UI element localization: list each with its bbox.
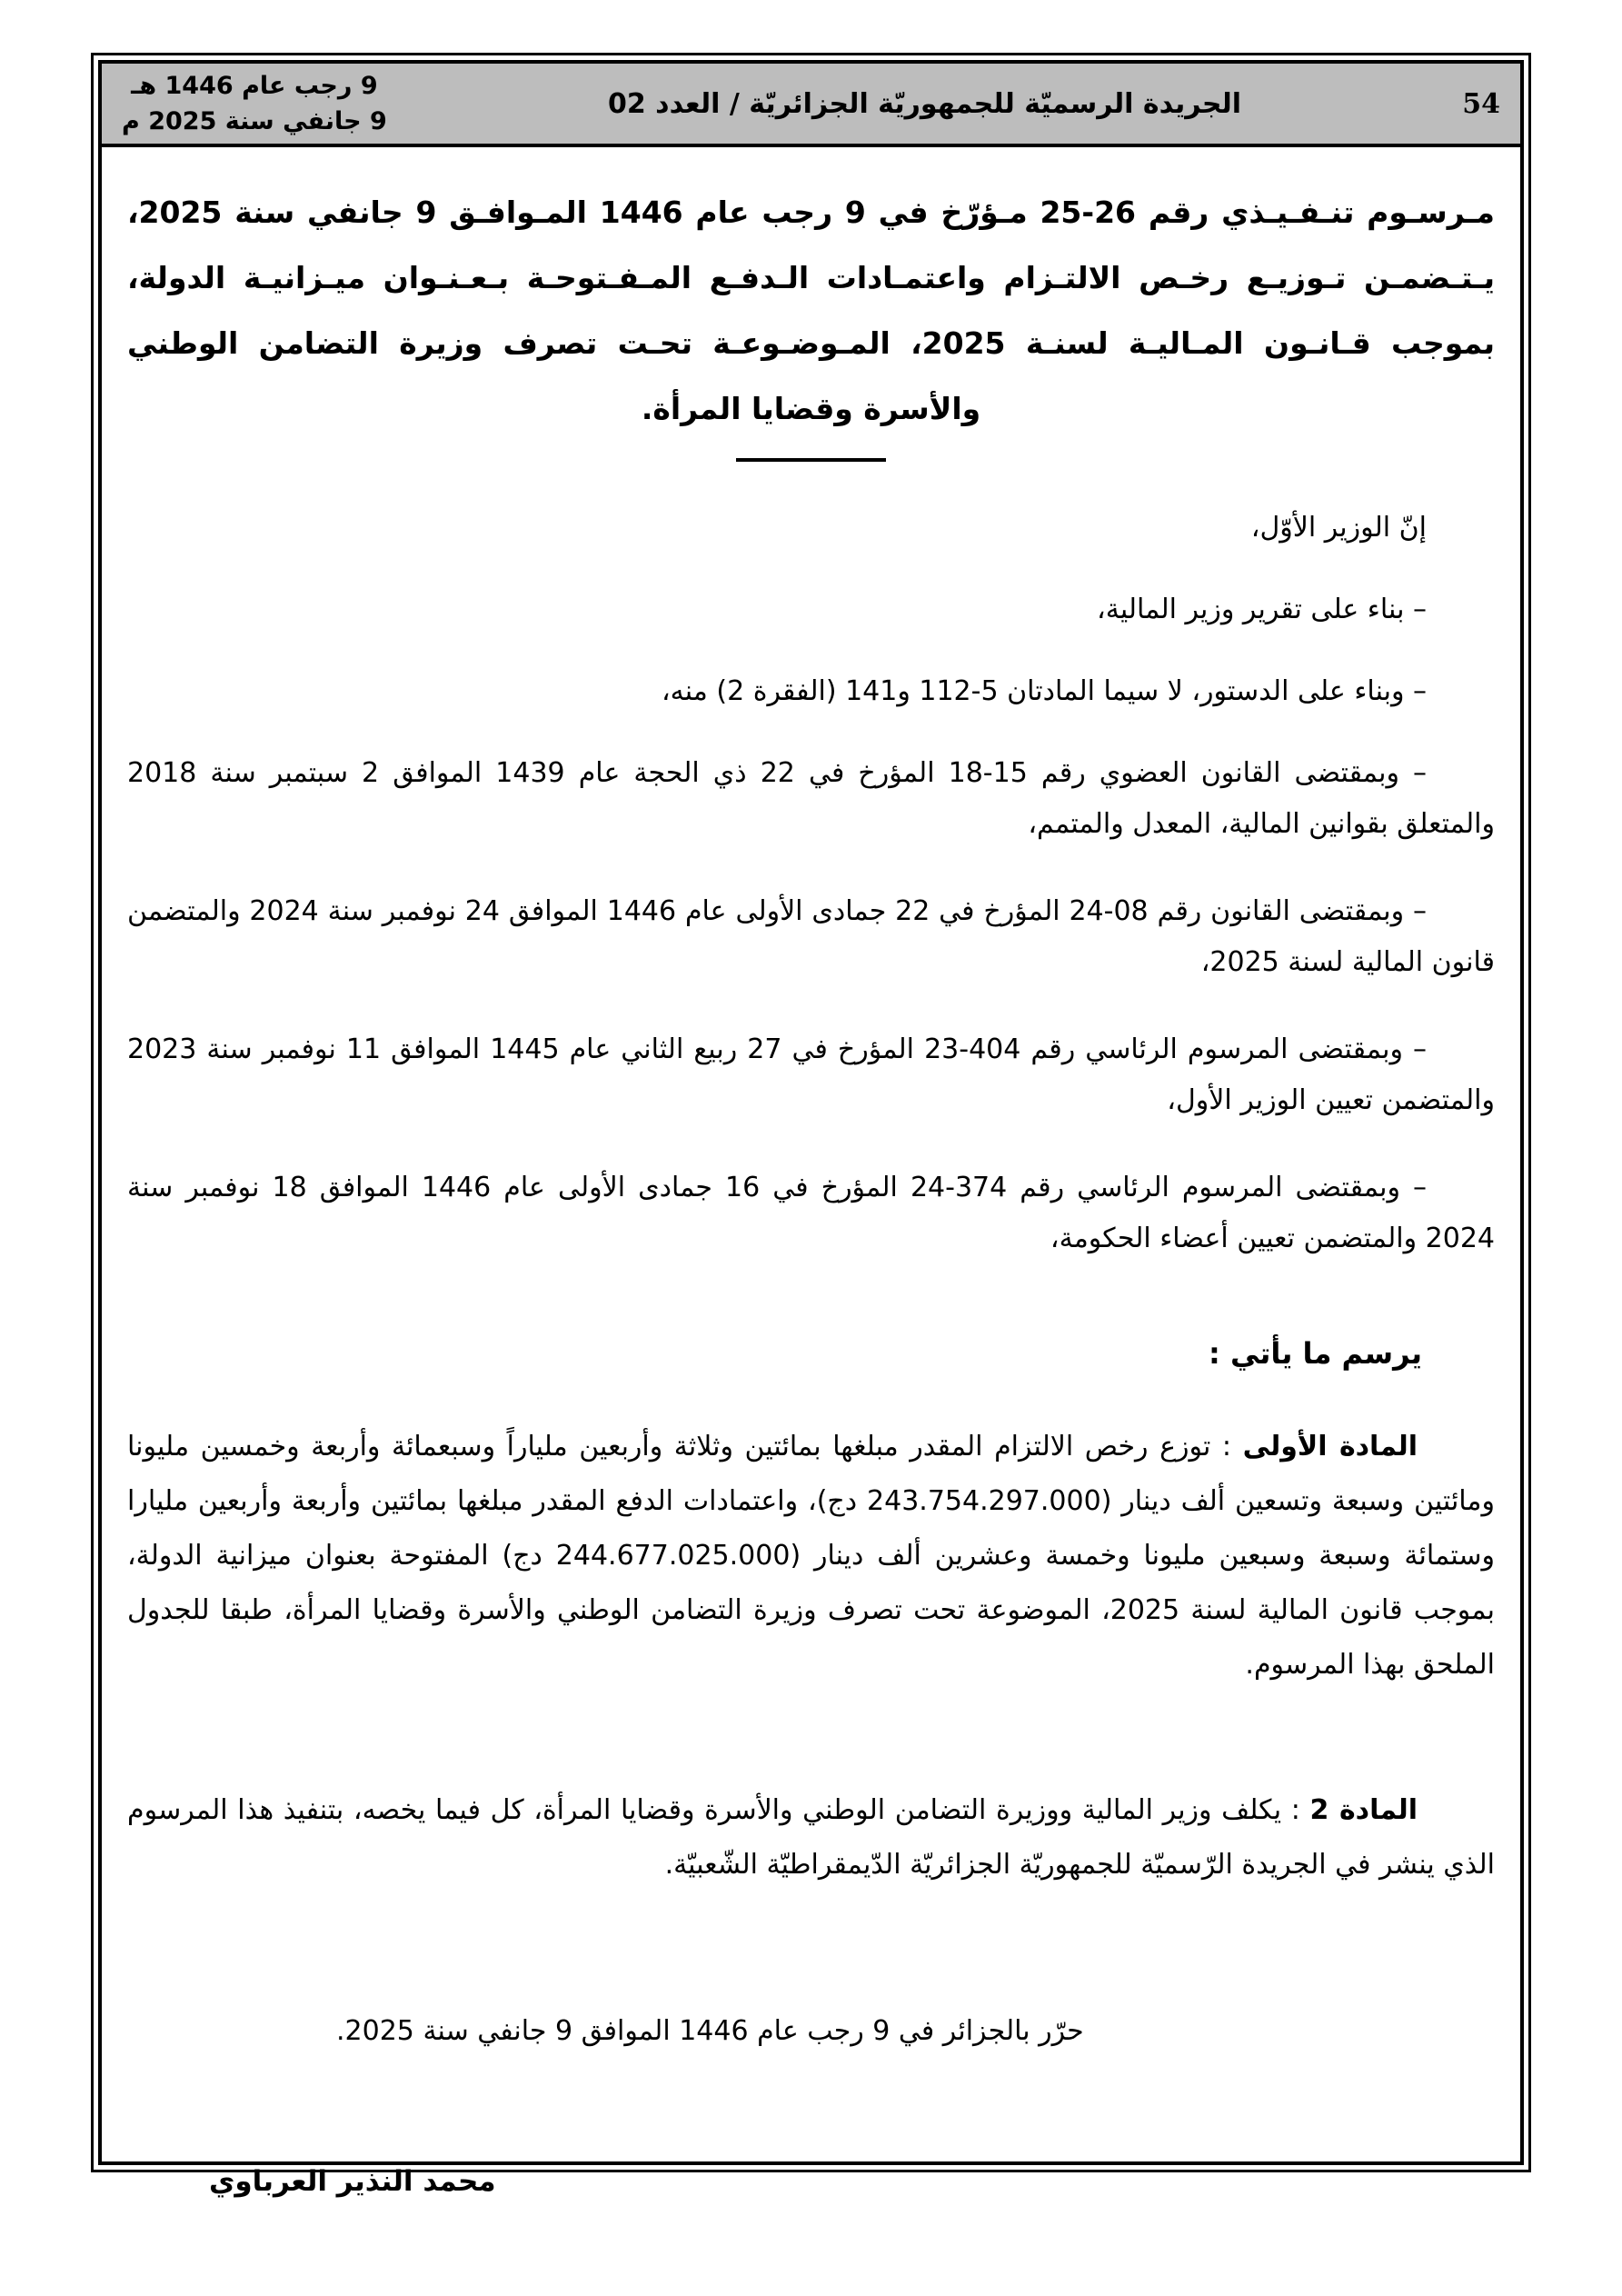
consideration-finance-law: – وبمقتضى القانون رقم 08-24 المؤرخ في 22 جمادى الأولى عام 1446 الموافق 24 نوفمبر سنة 2024 والمتضمن قانون المالية لسنة 2025، [127, 895, 1495, 978]
header-band [102, 64, 1520, 147]
article-2-text: : يكلف وزير المالية ووزيرة التضامن الوطني والأسرة وقضايا المرأة، كل فيما يخصه، بتنفيذ هذا المرسوم الذي ينشر في الجريدة الرّسميّة للجمهوريّة الجزائريّة الدّيمقراطيّة الشّعبيّة. [127, 1794, 1495, 1881]
issued-line-wrap [127, 2006, 1495, 2057]
page-number: 54 [1462, 87, 1500, 120]
article-2-label: المادة 2 [1309, 1794, 1418, 1826]
decree-heading: مـرسـوم تنـفـيـذي رقم 26-25 مـؤرّخ في 9 رجب عام 1446 المـوافـق 9 جانفي سنة 2025، يـتـضمـن تـوزيـع رخـص الالتـزام واعتمـادات الـدفـع المـفـتوحـة بـعـنـوان ميـزانيـة الدولة، بموجب قـانـون المـاليـة لسنـة 2025، المـوضـوعـة تحـت تصرف وزيرة التضامن الوطني والأسرة وقضايا المرأة. [127, 195, 1495, 426]
article-1-label: المادة الأولى [1242, 1431, 1418, 1462]
header-dates [122, 68, 387, 139]
page-border-outer [91, 53, 1531, 2198]
article-1 [127, 1420, 1495, 1692]
consideration-pm-appointment: – وبمقتضى المرسوم الرئاسي رقم 404-23 المؤرخ في 27 ربيع الثاني عام 1445 الموافق 11 نوفمبر سنة 2023 والمتضمن تعيين الوزير الأول، [127, 1033, 1495, 1116]
consideration-report: – بناء على تقرير وزير المالية، [1097, 594, 1427, 625]
issued-line: حرّر بالجزائر في 9 رجب عام 1446 الموافق 9 جانفي سنة 2025. [336, 2015, 1084, 2047]
gregorian-date: 9 جانفي سنة 2025 م [122, 107, 387, 135]
preamble-intro: إنّ الوزير الأوّل، [1250, 512, 1427, 544]
article-1-text: : توزع رخص الالتزام المقدر مبلغها بمائتين وثلاثة وأربعين ملياراً وسبعمائة وأربعة وخمسين مليونا ومائتين وسبعة وتسعين ألف دينار (243.754.297.000 دج)، واعتمادات الدفع المقدر مبلغها بمائتين وأربعة وأربعين مليارا وستمائة وسبعة وسبعين مليونا وخمسة وعشرين ألف دينار (244.677.025.000 دج) المفتوحة بعنوان ميزانية الدولة، بموجب قانون المالية لسنة 2025، الموضوعة تحت تصرف وزيرة التضامن الوطني والأسرة وقضايا المرأة، طبقا للجدول الملحق بهذا المرسوم. [127, 1431, 1495, 1681]
section-divider [736, 458, 886, 462]
article-2 [127, 1783, 1495, 1892]
page-border-inner [98, 60, 1524, 2198]
consideration-organic-law: – وبمقتضى القانون العضوي رقم 15-18 المؤرخ في 22 ذي الحجة عام 1439 الموافق 2 سبتمبر سنة 2018 والمتعلق بقوانين المالية، المعدل والمتمم، [127, 757, 1495, 840]
hijri-date: 9 رجب عام 1446 هـ [131, 71, 378, 100]
consideration-constitution: – وبناء على الدستور، لا سيما المادتان 5-112 و141 (الفقرة 2) منه، [661, 675, 1427, 707]
decree-body [102, 180, 1520, 2204]
consideration-government-appointment: – وبمقتضى المرسوم الرئاسي رقم 374-24 المؤرخ في 16 جمادى الأولى عام 1446 الموافق 18 نوفمبر سنة 2024 والمتضمن تعيين أعضاء الحكومة، [127, 1172, 1495, 1254]
enacting-formula: يرسم ما يأتي : [1209, 1336, 1422, 1371]
signature-name: محمد النذير العرباوي [209, 2165, 496, 2198]
journal-title: الجريدة الرسميّة للجمهوريّة الجزائريّة / العدد 02 [607, 87, 1242, 120]
